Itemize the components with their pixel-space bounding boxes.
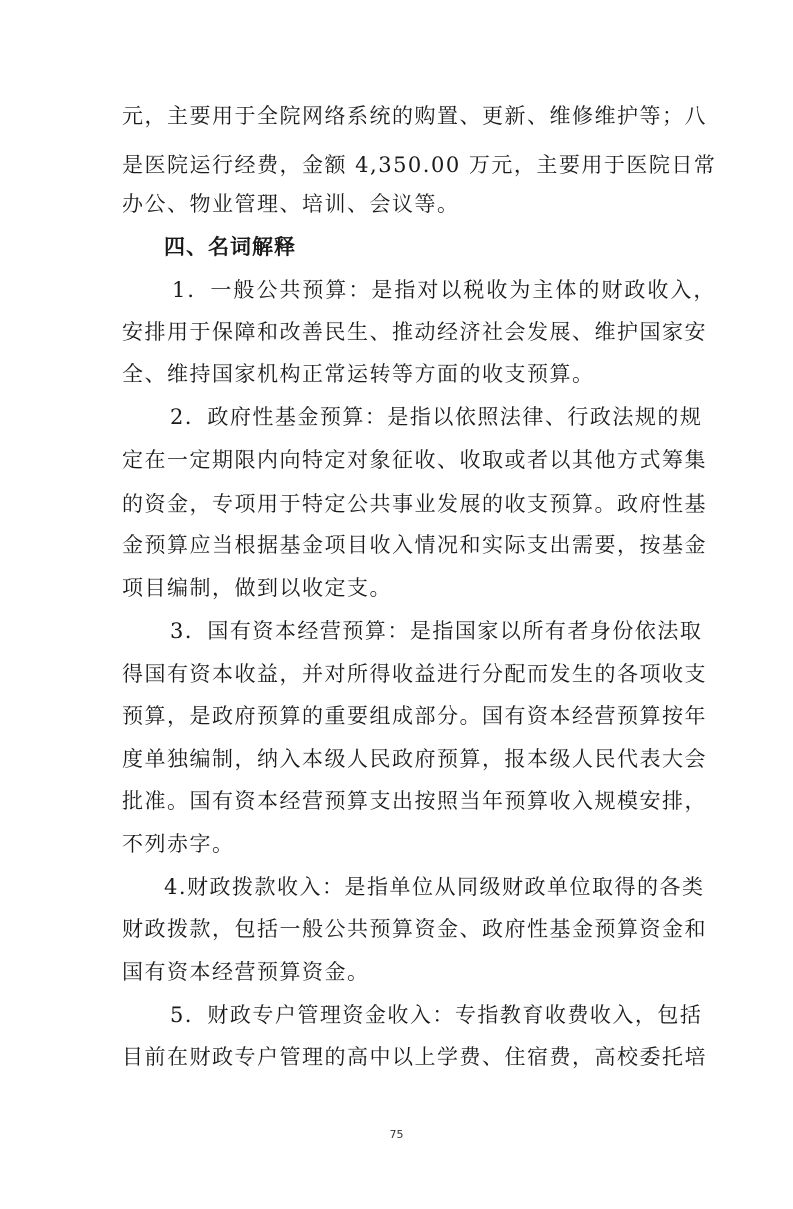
page-number: 75 — [389, 1128, 404, 1141]
body-line: 定在一定期限内向特定对象征收、收取或者以其他方式筹集 — [122, 448, 707, 472]
term-definition-2: 2．政府性基金预算：是指以依照法律、行政法规的规 — [170, 405, 703, 429]
body-line: 办公、物业管理、培训、会议等。 — [122, 192, 460, 216]
body-line: 预算，是政府预算的重要组成部分。国有资本经营预算按年 — [122, 704, 707, 728]
body-line: 不列赤字。 — [122, 832, 235, 856]
term-definition-4: 4.财政拨款收入：是指单位从同级财政单位取得的各类 — [164, 875, 705, 899]
body-line: 的资金，专项用于特定公共事业发展的收支预算。政府性基 — [122, 492, 707, 516]
body-line: 金预算应当根据基金项目收入情况和实际支出需要，按基金 — [122, 533, 707, 557]
body-line: 国有资本经营预算资金。 — [122, 960, 370, 984]
body-line: 得国有资本收益，并对所得收益进行分配而发生的各项收支 — [122, 662, 707, 686]
term-definition-3: 3．国有资本经营预算：是指国家以所有者身份依法取 — [170, 619, 703, 643]
body-line: 目前在财政专户管理的高中以上学费、住宿费，高校委托培 — [122, 1045, 707, 1069]
term-definition-1: 1．一般公共预算：是指对以税收为主体的财政收入， — [172, 278, 717, 302]
body-line: 项目编制，做到以收定支。 — [122, 576, 392, 600]
body-line: 安排用于保障和改善民生、推动经济社会发展、维护国家安 — [122, 320, 707, 344]
term-definition-5: 5．财政专户管理资金收入：专指教育收费收入，包括 — [170, 1003, 703, 1027]
body-line: 批准。国有资本经营预算支出按照当年预算收入规模安排， — [122, 789, 707, 813]
body-line: 元，主要用于全院网络系统的购置、更新、维修维护等；八 — [122, 104, 707, 128]
section-heading: 四、名词解释 — [164, 235, 296, 259]
body-line: 财政拨款，包括一般公共预算资金、政府性基金预算资金和 — [122, 917, 707, 941]
body-line: 是医院运行经费，金额 4,350.00 万元，主要用于医院日常 — [122, 153, 717, 177]
body-line: 度单独编制，纳入本级人民政府预算，报本级人民代表大会 — [122, 747, 707, 771]
body-line: 全、维持国家机构正常运转等方面的收支预算。 — [122, 362, 595, 386]
